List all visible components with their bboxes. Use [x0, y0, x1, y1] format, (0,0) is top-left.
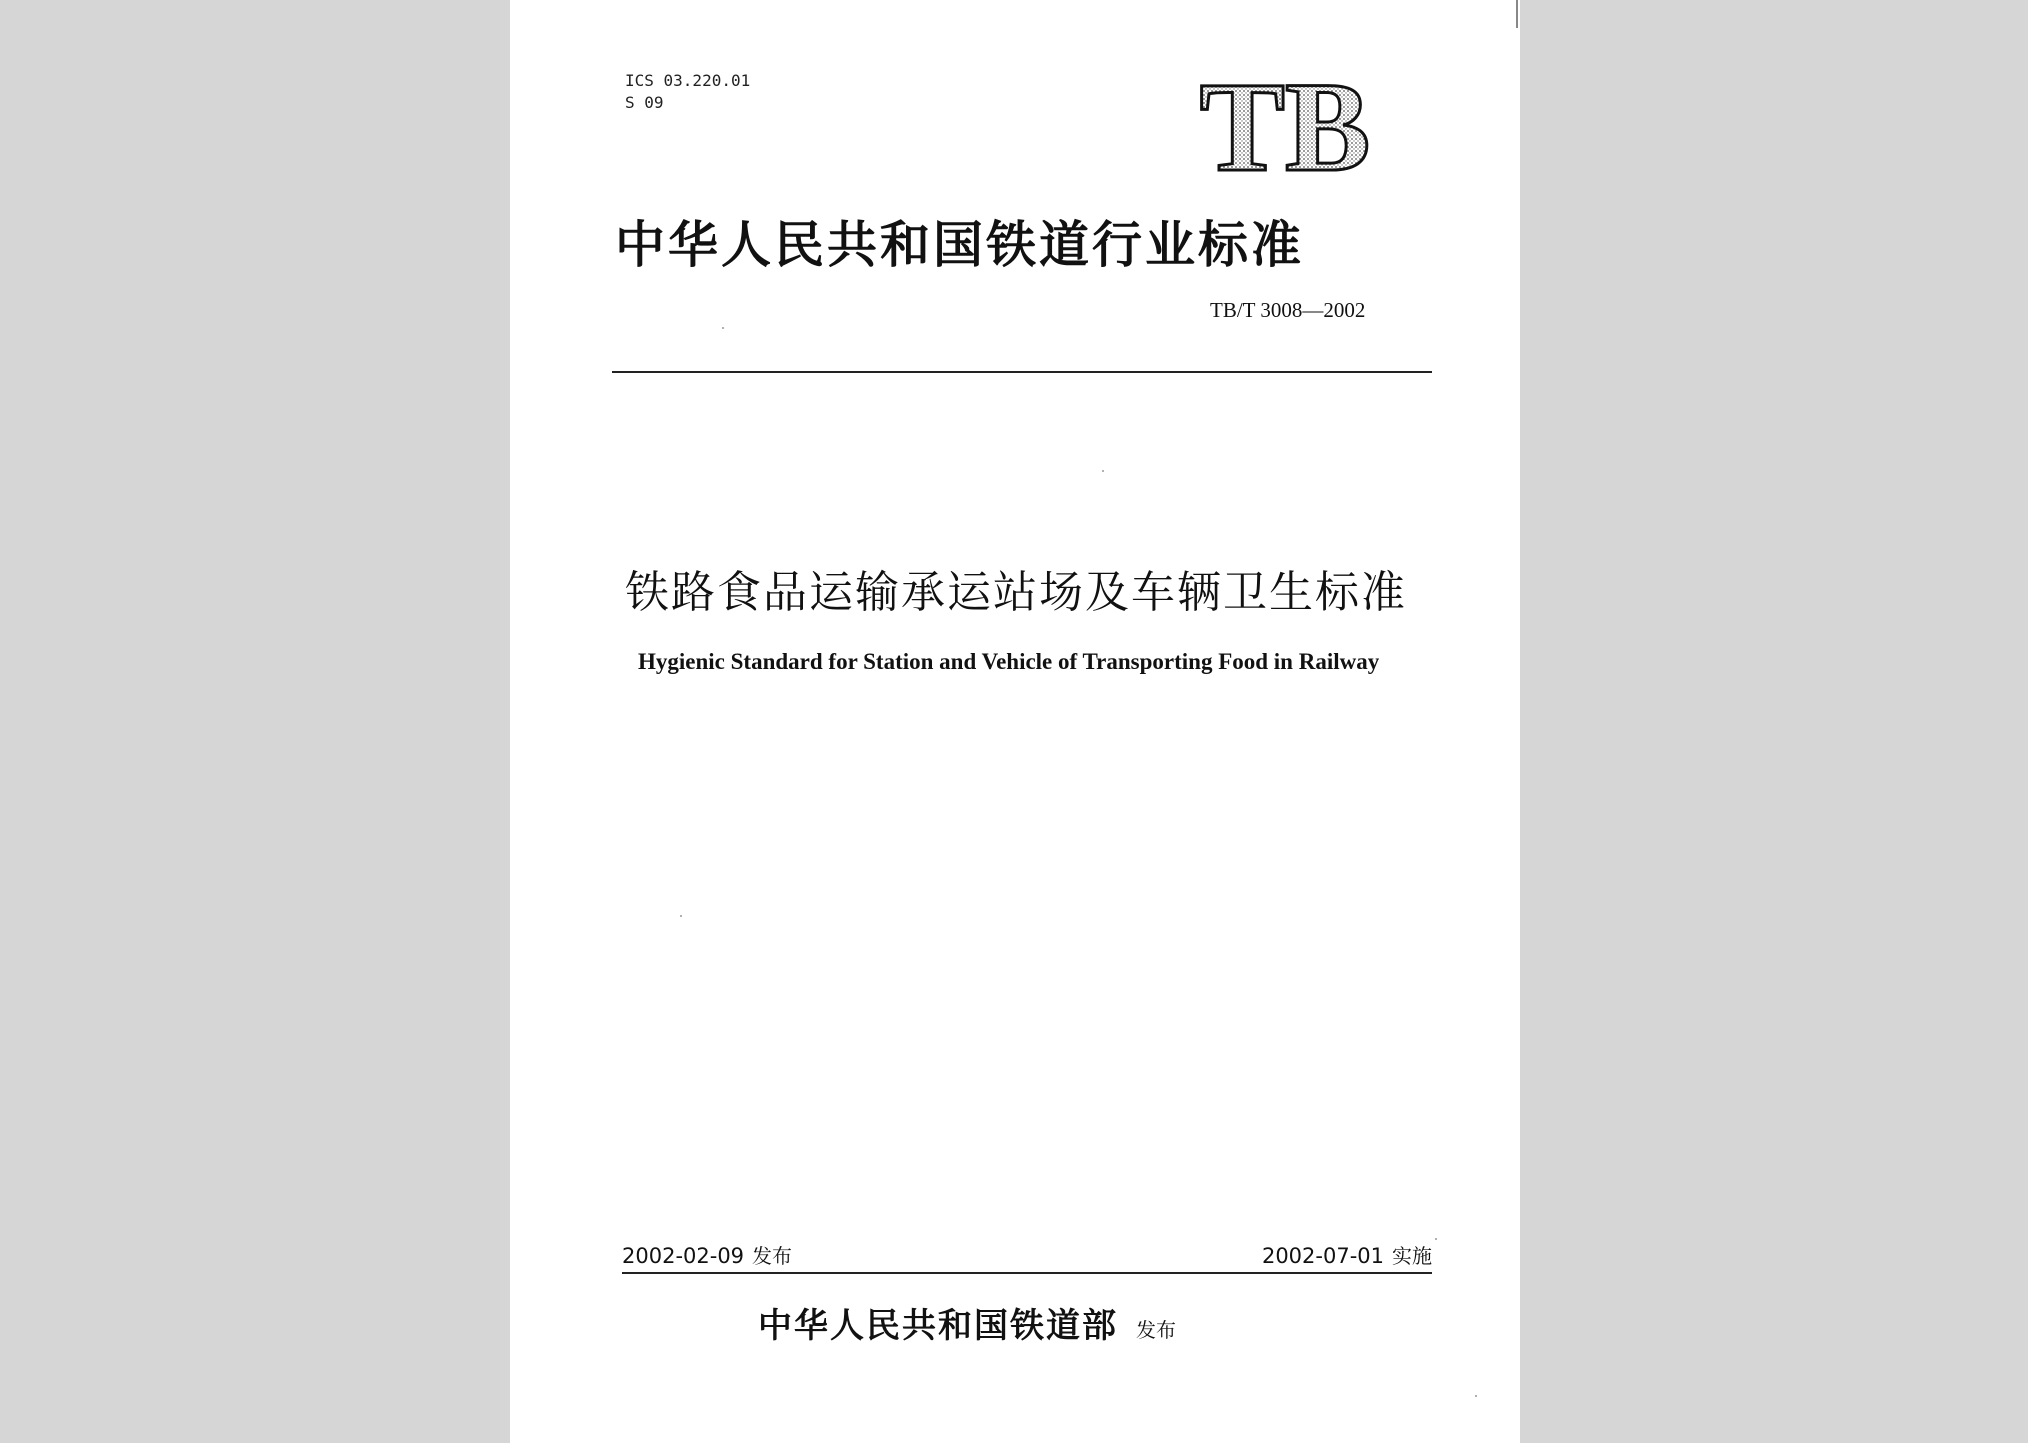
header-divider [612, 371, 1432, 373]
ministry-standard-title: 中华人民共和国铁道行业标准 [615, 215, 1304, 274]
document-page [510, 0, 1520, 1443]
scan-speck [1102, 470, 1104, 472]
standard-number: TB/T 3008—2002 [1210, 298, 1366, 322]
publisher-action: 发布 [1136, 1318, 1176, 1342]
issue-date: 2002-02-09 [622, 1244, 745, 1268]
date-row [622, 1238, 1432, 1274]
publisher-name: 中华人民共和国铁道部 [758, 1306, 1118, 1346]
ccs-code: S 09 [625, 93, 664, 112]
scan-speck [1435, 1238, 1437, 1240]
tb-logo-text: TB [1199, 62, 1371, 194]
tb-logo-graphic [1175, 62, 1395, 194]
effective-label: 实施 [1392, 1244, 1432, 1268]
scan-speck [1475, 1395, 1477, 1397]
ics-code: ICS 03.220.01 [625, 71, 751, 90]
effective-date: 2002-07-01 [1261, 1244, 1384, 1268]
issue-label: 发布 [752, 1244, 793, 1268]
issue-date-group [622, 1240, 792, 1269]
classification-codes [625, 70, 750, 114]
tb-logo [1175, 62, 1395, 194]
title-chinese: 铁路食品运输承运站场及车辆卫生标准 [625, 567, 1407, 618]
scan-speck [722, 327, 724, 329]
title-english: Hygienic Standard for Station and Vehicle of Transporting Food in Railway [638, 649, 1380, 674]
page-edge-mark [1516, 0, 1518, 28]
publisher-line [758, 1298, 1176, 1347]
scan-speck [680, 915, 682, 917]
effective-date-group [1262, 1240, 1432, 1269]
